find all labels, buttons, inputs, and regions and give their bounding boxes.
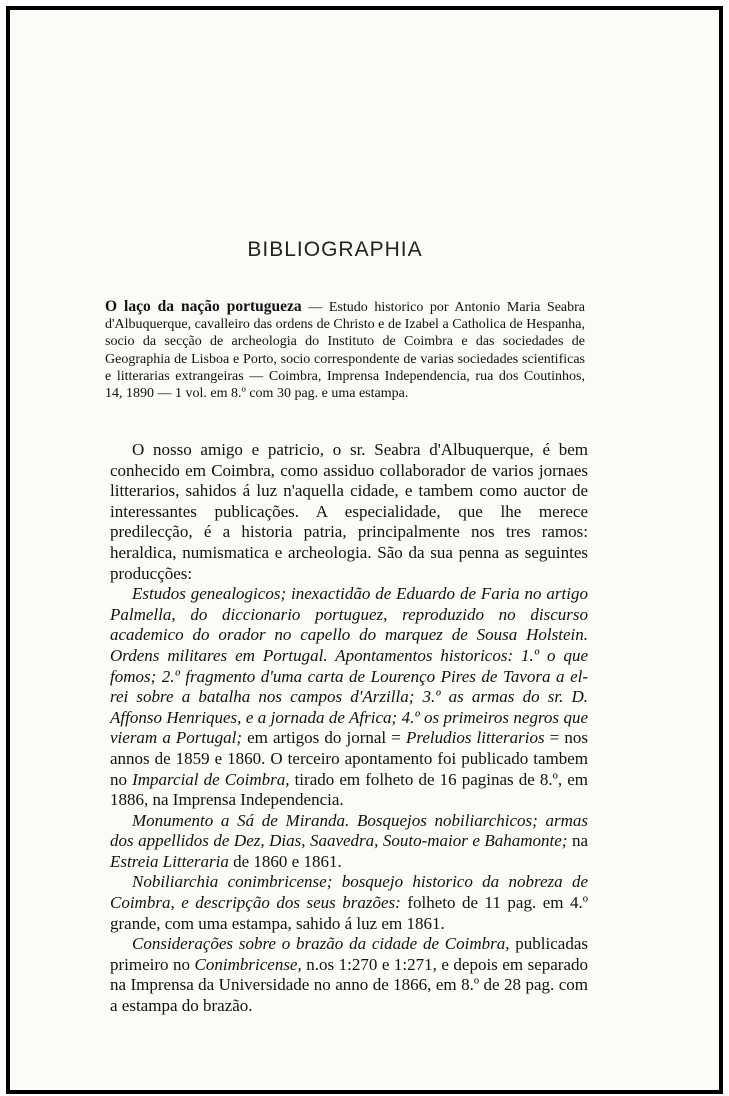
italic-works-list: Estudos genealogicos; inexactidão de Eduardo de Faria no artigo Palmella, do diccionario portuguez, reproduzido no discurso academico do orador no capello do marquez de Sousa Holstein. Ordens militares em Portugal. Apontamentos historicos: 1.º o que fomos; 2.º fragmento d'uma carta de Lourenço Pires de Tavora a el-rei sobre a batalha nos campos d'Arzilla; 3.º as armas do sr. D. Affonso Henriques, e a jornada de Africa; 4.º os primeiros negros que vieram a Portugal; xyxy=(110,584,588,748)
paragraph-consideracoes: Considerações sobre o brazão da cidade de Coimbra, publicadas primeiro no Conimbricense, n.os 1:270 e 1:271, e depois em separado na Imprensa da Universidade no anno de 1866, em 8.º de 28 pag. com a estampa do brazão. xyxy=(110,934,588,1016)
italic-nobiliarchia-title: Nobiliarchia conimbricense; bosquejo historico da nobreza de Coimbra, e descripção dos seus brazões: xyxy=(110,872,588,913)
paragraph-monument: Monumento a Sá de Miranda. Bosquejos nobiliarchicos; armas dos appellidos de Dez, Dias, Saavedra, Souto-maior e Bahamonte; na Estreia Litteraria de 1860 e 1861. xyxy=(110,810,589,871)
italic-monument-works: Monumento a Sá de Miranda. Bosquejos nobiliarchicos; armas dos appellidos de Dez, Dias, Saavedra, Souto-maior e Bahamonte; xyxy=(110,810,588,851)
entry-description: — Estudo historico por Antonio Maria Seabra d'Albuquerque, cavalleiro das ordens de Christo e de Izabel a Catholica de Hespanha, socio da secção de archeologia do Instituto de Coimbra e das sociedades de Geographia de Lisboa e Porto, socio correspondente de varias sociedades scientificas e litterarias extrangeiras — Coimbra, Imprensa Independencia, rua dos Coutinhos, 14, 1890 — 1 vol. em 8.º com 30 pag. e uma estampa. xyxy=(105,300,585,402)
page xyxy=(6,6,723,1094)
review-body xyxy=(110,440,588,1017)
italic-journal-title: Preludios litterarios xyxy=(405,728,545,748)
paragraph-nobiliarchia: Nobiliarchia conimbricense; bosquejo historico da nobreza de Coimbra, e descripção dos seus brazões: folheto de 11 pag. em 4.º grande, com uma estampa, sahido á luz em 1861. xyxy=(110,872,588,933)
section-heading: BIBLIOGRAPHIA xyxy=(247,238,423,261)
italic-conimbricense-title: Conimbricense, xyxy=(194,954,302,974)
italic-consideracoes-title: Considerações sobre o brazão da cidade de Coimbra, xyxy=(132,934,510,954)
italic-estreia-title: Estreia Litteraria xyxy=(110,851,229,871)
bibliography-entry xyxy=(105,298,585,402)
paragraph-intro: O nosso amigo e patricio, o sr. Seabra d'Albuquerque, é bem conhecido em Coimbra, como assiduo collaborador de varios jornaes litterarios, sahidos á luz n'aquella cidade, e tambem como auctor de interessantes publicações. A especialidade, que lhe merece predilecção, é a historia patria, principalmente nos tres ramos: heraldica, numismatica e archeologia. São da sua penna as seguintes producções: xyxy=(110,440,588,583)
entry-title: O laço da nação portugueza xyxy=(105,298,302,315)
paragraph-genealogical-studies: Estudos genealogicos; inexactidão de Eduardo de Faria no artigo Palmella, do diccionario portuguez, reproduzido no discurso academico do orador no capello do marquez de Sousa Holstein. Ordens militares em Portugal. Apontamentos historicos: 1.º o que fomos; 2.º fragmento d'uma carta de Lourenço Pires de Tavora a el-rei sobre a batalha nos campos d'Arzilla; 3.º as armas do sr. D. Affonso Henriques, e a jornada de Africa; 4.º os primeiros negros que vieram a Portugal; em artigos do jornal = Preludios litterarios = nos annos de 1859 e 1860. O terceiro apontamento foi publicado tambem no Imparcial de Coimbra, tirado em folheto de 16 paginas de 8.º, em 1886, na Imprensa Independencia. xyxy=(110,584,589,810)
italic-newspaper-title: Imparcial de Coimbra, xyxy=(132,769,290,789)
